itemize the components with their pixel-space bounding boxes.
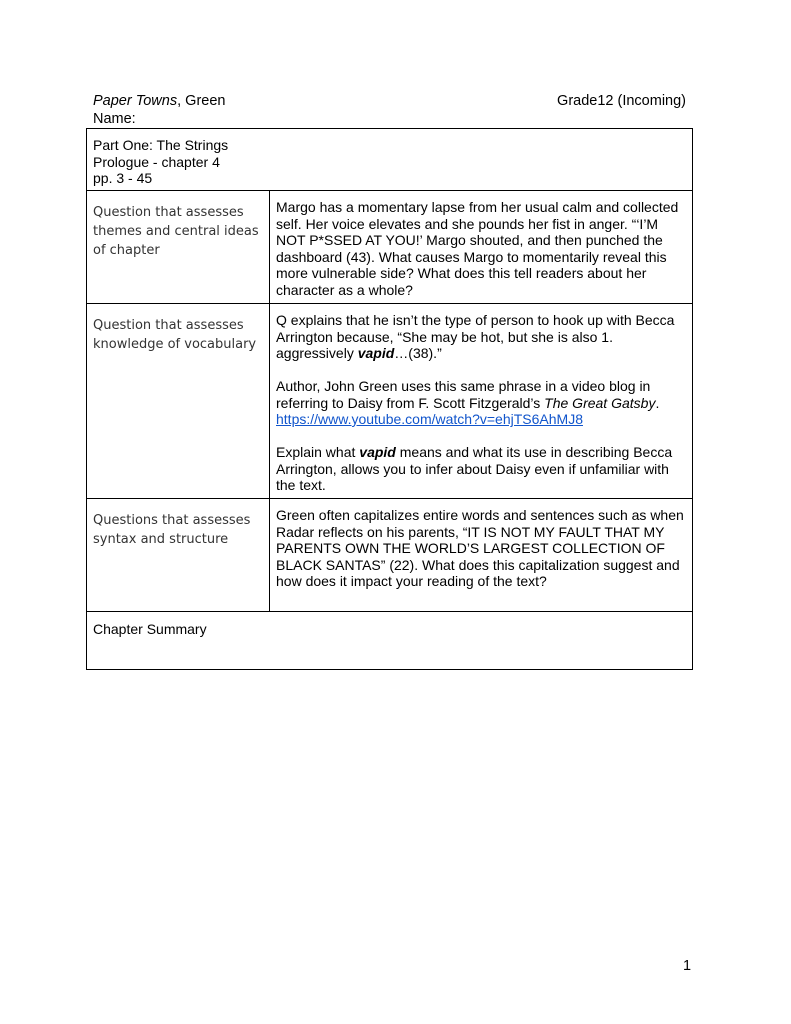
paragraph-text: . [655,394,660,411]
youtube-link[interactable]: https://www.youtube.com/watch?v=ehjTS6AhMJ8 [276,411,583,427]
worksheet-table [86,128,693,670]
themes-question-text: Margo has a momentary lapse from her usual calm and collected self. Her voice elevates and she pounds her fist in anger. “‘I’M NOT P*SSED AT YOU!’ Margo shouted, and then punched the dashboard (43). What causes Margo to momentarily reveal this more vulnerable side? What does this tell readers about her character as a whole? [276,199,679,298]
page-range: pp. 3 - 45 [93,170,153,186]
syntax-question-row [87,499,693,612]
book-title: Paper Towns [93,93,178,109]
intro-cell [87,129,693,191]
paragraph-text: Q explains that he isn’t the type of person to hook up with Becca Arrington because, “She may be hot, but she is also 1. aggressively [276,312,675,361]
book-citation [93,92,225,110]
vocabulary-question-text [270,304,692,494]
book-reference: The Great Gatsby [544,394,656,411]
paragraph-text: Author, John Green uses this same phrase in a video blog in referring to Daisy from F. Scott Fitzgerald’s [276,378,651,411]
summary-cell[interactable] [87,612,693,670]
paragraph-text: …(38).” [394,345,442,361]
question-label-cell [87,304,270,499]
question-label-cell [87,191,270,304]
vocabulary-question-row [87,304,693,499]
question-text-cell [270,191,693,304]
document-header [93,92,686,128]
themes-question-label: Question that assesses themes and central ideas of chapter [93,205,259,258]
vocabulary-paragraph-1 [276,312,686,362]
vocab-word: vapid [359,444,396,460]
summary-row [87,612,693,670]
themes-question-row [87,191,693,304]
page-number: 1 [683,958,692,974]
chapter-summary-label: Chapter Summary [93,621,207,637]
part-title: Part One: The Strings [93,137,229,153]
vocab-word: vapid [357,345,395,361]
question-text-cell [270,499,693,612]
paragraph-text: Explain what [276,444,360,460]
book-author: , Green [177,93,226,109]
syntax-question-label: Questions that assesses syntax and structure [93,513,251,547]
name-label: Name: [93,111,136,127]
grade-label: Grade12 (Incoming) [557,93,686,109]
vocabulary-question-label: Question that assesses knowledge of vocabulary [93,318,257,352]
question-text-cell [270,304,693,499]
syntax-question-text: Green often capitalizes entire words and sentences such as when Radar reflects on his parents, “IT IS NOT MY FAULT THAT MY PARENTS OWN THE WORLD’S LARGEST COLLECTION OF BLACK SANTAS” (22). What does this capitalization suggest and how does it impact your reading of the text? [276,507,684,589]
vocabulary-paragraph-3 [276,444,686,494]
header-title-row [93,92,686,110]
question-label-cell [87,499,270,612]
vocabulary-paragraph-2 [276,378,686,411]
paragraph-text: means and what its use in describing Becca Arrington, allows you to infer about Daisy even if unfamiliar with the text. [276,444,673,493]
intro-row [87,129,693,191]
chapter-range: Prologue - chapter 4 [93,153,220,170]
